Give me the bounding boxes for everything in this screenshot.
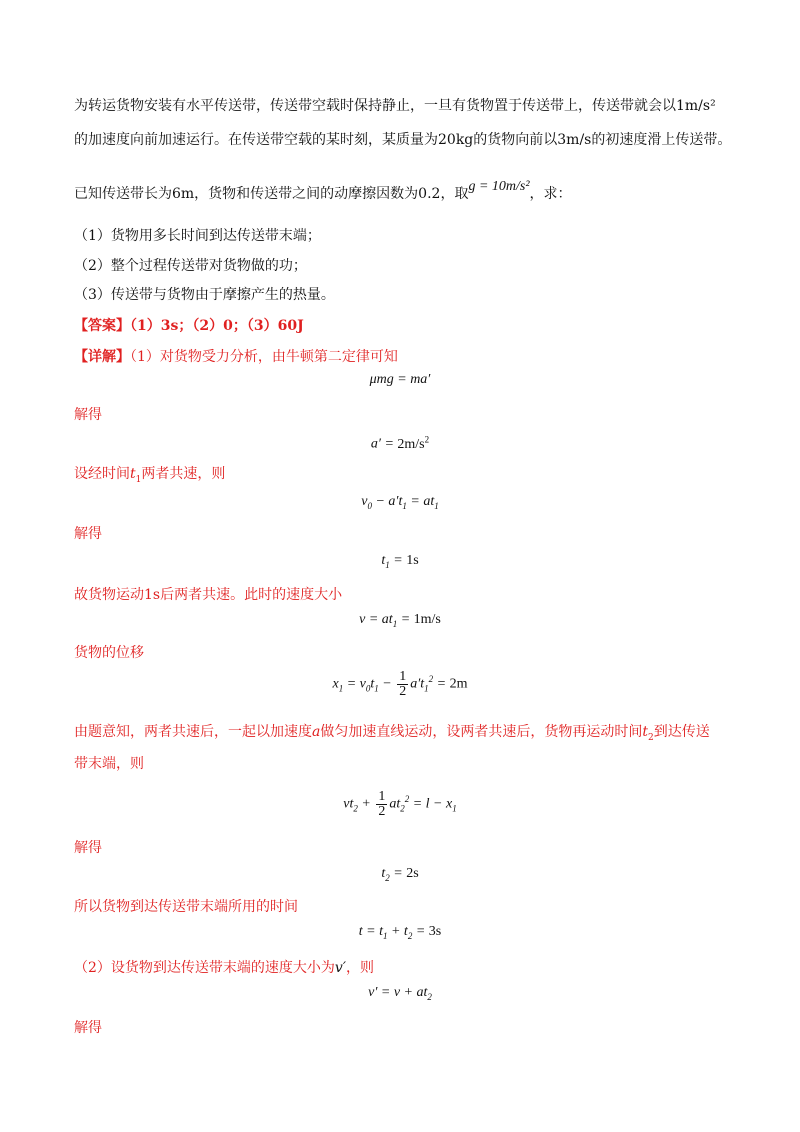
problem-line-1: 为转运货物安装有水平传送带，传送带空载时保持静止，一旦有货物置于传送带上，传送带就会以1m/s² [74,98,716,114]
total-time-line: 所以货物到达传送带末端所用的时间 [74,899,298,915]
equation-total-time: $t = t_1 + t_2 = 3s$ [358,924,442,941]
answer-text: （1）3s；（2）0；（3）60J [130,318,304,334]
question-2: （2）整个过程传送带对货物做的功； [74,258,307,274]
displacement-line: 货物的位移 [74,645,144,661]
equation-length: $vt_2$ + $\frac{1}{2}$ $at_2^2 = l - x_1$ [343,789,457,819]
after-t1-line: 故货物运动1s后两者共速。此时的速度大小 [74,587,343,603]
t1-line: 设经时间$t_1$两者共速，则 [74,466,226,485]
detail-intro: 【详解】（1）对货物受力分析，由牛顿第二定律可知 [74,349,398,365]
equation-accel: $a' = 2m/s^2$ [370,434,430,452]
gravity-value: g = 10m/s² [468,179,530,194]
answer-label: 【答案】 [74,318,130,334]
question-3: （3）传送带与货物由于摩擦产生的热量。 [74,287,335,303]
question-1: （1）货物用多长时间到达传送带末端； [74,228,321,244]
equation-newton: μmg = ma′ [369,372,431,387]
problem-line-2: 的加速度向前加速运行。在传送带空载的某时刻，某质量为20kg的货物向前以3m/s的初速度滑上传送带。 [74,132,732,148]
part2-line: （2）设货物到达传送带末端的速度大小为v′，则 [74,960,374,976]
problem-line-3: 已知传送带长为6m，货物和传送带之间的动摩擦因数为0.2，取g = 10m/s²，求： [74,179,572,202]
equation-t2: $t_2 = 2s$ [381,866,419,883]
equation-speed: $v = at_1 = 1m/s$ [359,612,441,629]
long-line-1: 由题意知，两者共速后，一起以加速度a做匀加速直线运动，设两者共速后，货物再运动时间$t_2$到达传送 [74,724,710,743]
answer-line [74,316,304,336]
solve-label-1: 解得 [74,407,102,423]
equation-common-speed: $v_0 - a't_1 = at_1$ [361,494,439,511]
solve-label-3: 解得 [74,840,102,856]
detail-label: 【详解】 [74,349,130,365]
solve-label-2: 解得 [74,526,102,542]
equation-x1: $x_1 = v_0t_1$ − $\frac{1}{2}$ $a't_1^2 = 2m$ [332,669,468,699]
long-line-2: 带末端，则 [74,756,144,772]
equation-final-speed: $v' = v + at_2$ [368,985,432,1002]
equation-t1: $t_1 = 1s$ [381,553,419,570]
solve-label-4: 解得 [74,1020,102,1036]
